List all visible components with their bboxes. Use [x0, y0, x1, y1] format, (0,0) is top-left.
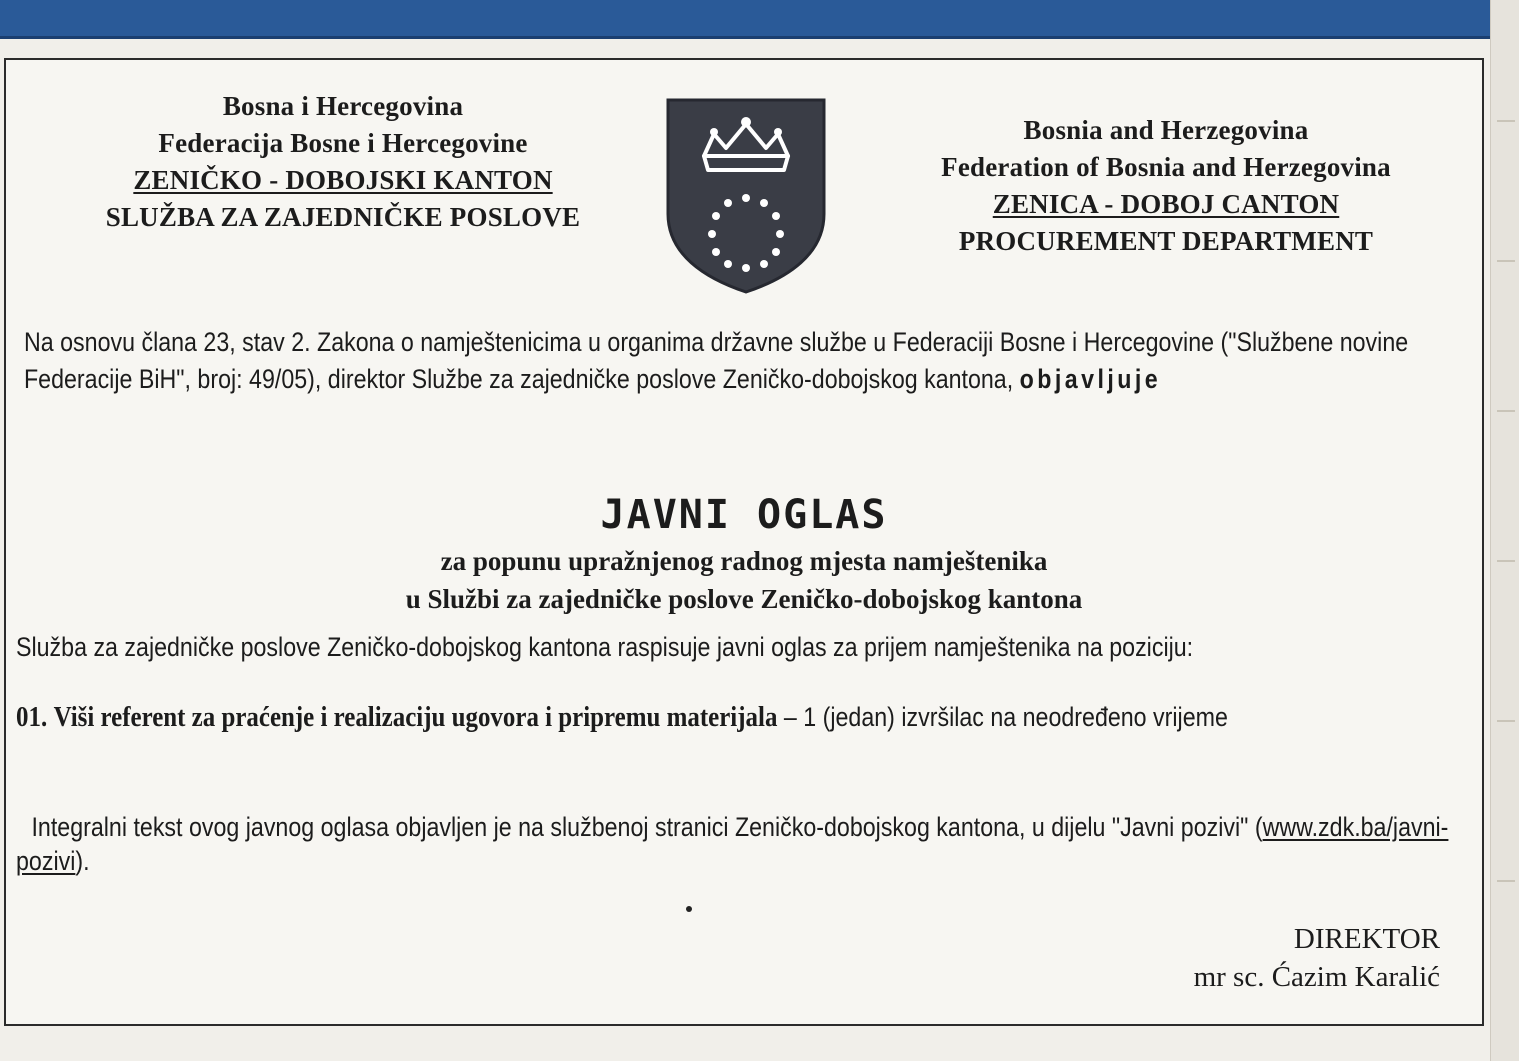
header-left-federation: Federacija Bosne i Hercegovine — [158, 128, 528, 158]
announcement-subtitle-line1: za popunu upražnjenog radnog mjesta namještenika — [440, 546, 1048, 576]
position-title: Viši referent za praćenje i realizaciju ugovora i pripremu materijala — [53, 701, 778, 733]
intro-emphasis: objavljuje — [1019, 364, 1162, 394]
signature-role: DIREKTOR — [1293, 923, 1440, 955]
signature-name: mr sc. Ćazim Karalić — [1193, 961, 1440, 993]
header-right-country: Bosnia and Herzegovina — [1023, 115, 1309, 145]
canton-coat-of-arms-icon — [660, 94, 832, 298]
integral-text-after: ). — [75, 846, 90, 876]
announcement-title: JAVNI OGLAS — [600, 492, 888, 538]
header-left-canton: ZENIČKO - DOBOJSKI KANTON — [133, 165, 553, 195]
header-right-federation: Federation of Bosnia and Herzegovina — [941, 152, 1391, 182]
header-right-english — [886, 112, 1446, 260]
header-left-country: Bosna i Hercegovina — [222, 91, 464, 121]
integral-text-paragraph — [16, 810, 1452, 878]
intro-paragraph — [24, 324, 1460, 398]
header-left-department: SLUŽBA ZA ZAJEDNIČKE POSLOVE — [105, 202, 581, 232]
signature-block — [1194, 920, 1440, 996]
integral-text-before: Integralni tekst ovog javnog oglasa objavljen je na službenoj stranici Zeničko-dobojskog kantona, u dijelu "Javni pozivi" ( — [31, 812, 1263, 842]
position-number: 01. — [16, 701, 48, 733]
print-speck — [686, 906, 692, 912]
javni-pozivi-link[interactable]: www.zdk.ba/javni-pozivi — [16, 812, 1449, 876]
adjacent-page-strip — [1490, 0, 1519, 1061]
header-right-department: PROCUREMENT DEPARTMENT — [958, 226, 1374, 256]
header-right-canton: ZENICA - DOBOJ CANTON — [992, 189, 1340, 219]
announcement-subtitle-line2: u Službi za zajedničke poslove Zeničko-dobojskog kantona — [405, 584, 1083, 614]
public-announcement-box — [4, 58, 1484, 1026]
intro-text: Na osnovu člana 23, stav 2. Zakona o namještenicima u organima državne službe u Federaciji Bosne i Hercegovine ("Službene novine Federacije BiH", broj: 49/05), direktor Službe za zajedničke poslove Zeničko-dobojskog kantona, — [24, 327, 1409, 394]
header-left-bosnian — [48, 88, 638, 236]
position-entry — [16, 700, 1452, 734]
position-details: – 1 (jedan) izvršilac na neodređeno vrijeme — [783, 702, 1228, 732]
top-color-band — [0, 0, 1519, 39]
announcement-text: Služba za zajedničke poslove Zeničko-dobojskog kantona raspisuje javni oglas za prijem namještenika na poziciju: — [16, 632, 1194, 662]
